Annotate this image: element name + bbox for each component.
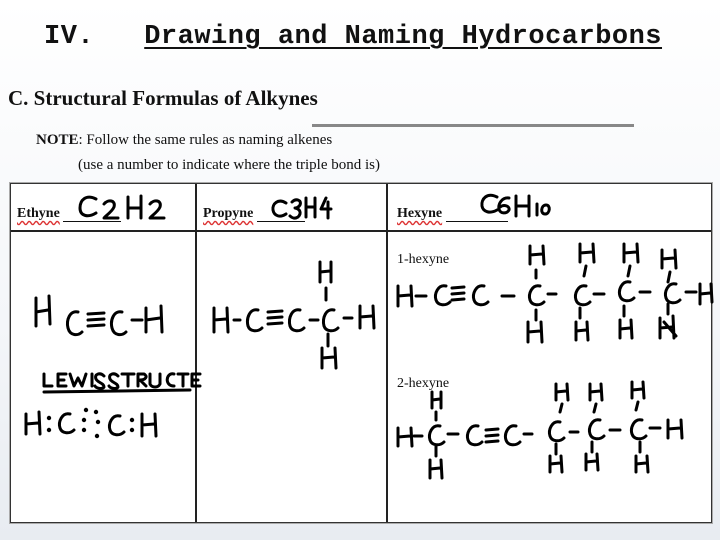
- hexyne-2-structure: [398, 382, 682, 478]
- label-1-hexyne: 1-hexyne: [397, 252, 450, 267]
- title-text: Drawing and Naming Hydrocarbons: [144, 22, 663, 52]
- ethyne-formula-handwriting: [80, 196, 164, 218]
- lewis-label-handwriting: [44, 374, 200, 392]
- label-2-hexyne: 2-hexyne: [397, 376, 450, 391]
- note-line-2: (use a number to indicate where the triple bond is): [78, 157, 380, 173]
- hexyne-label: Hexyne: [397, 206, 443, 221]
- propyne-label: Propyne: [203, 206, 254, 221]
- note-label: NOTE: [36, 132, 79, 148]
- note-line-1: : Follow the same rules as naming alkenes: [78, 132, 333, 148]
- ethyne-label: Ethyne: [17, 206, 60, 221]
- propyne-formula-handwriting: [273, 198, 331, 218]
- ethyne-structure: [36, 296, 162, 335]
- hexyne-formula-handwriting: [482, 195, 549, 216]
- propyne-structure: [214, 262, 374, 368]
- title-number: IV.: [44, 22, 95, 52]
- subheading: C. Structural Formulas of Alkynes: [8, 86, 318, 110]
- lewis-structure: [26, 408, 156, 438]
- hexyne-1-structure: [398, 244, 712, 342]
